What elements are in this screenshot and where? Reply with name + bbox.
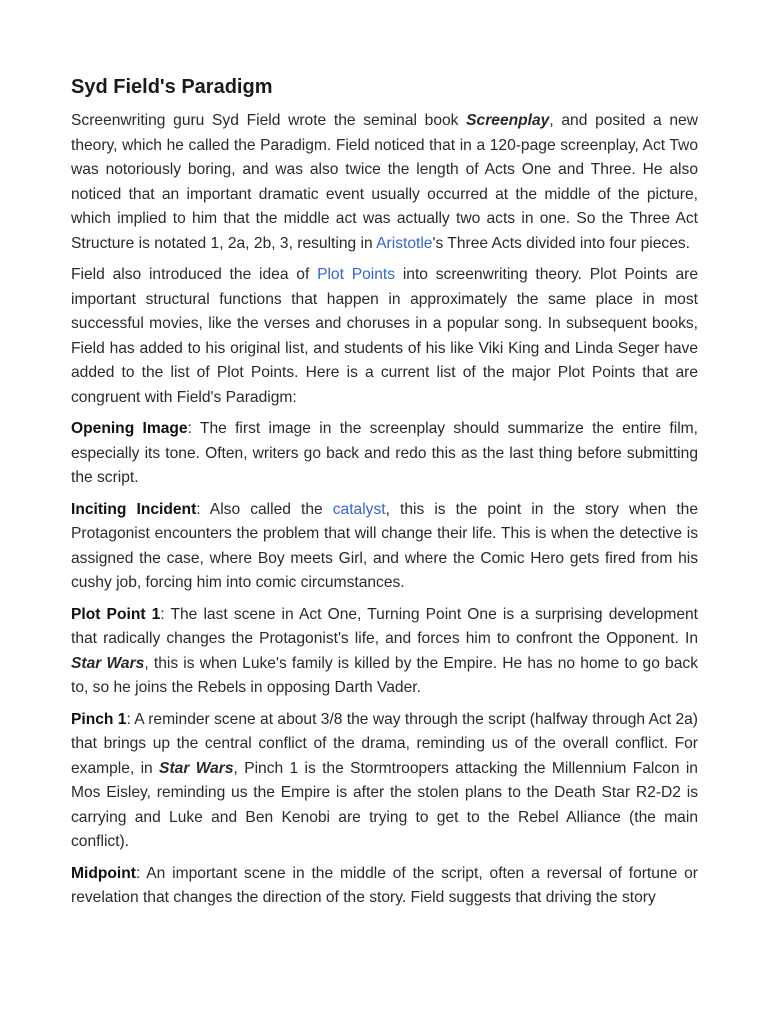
film-title-star-wars: Star Wars <box>159 759 234 777</box>
film-title-star-wars: Star Wars <box>71 654 145 672</box>
paragraph-pinch-1 <box>71 708 698 855</box>
pinch-1-text-b: , Pinch 1 is the Stormtroopers attacking the Millennium Falcon in Mos Eisley, reminding us the Empire is after the stolen plans to the Death Star R2-D2 is carrying and Luke and Ben Kenobi are trying to get to the Rebel Alliance (the main conflict). <box>71 759 698 850</box>
paragraph-midpoint <box>71 862 698 911</box>
intro-text-a: Screenwriting guru Syd Field wrote the seminal book <box>71 112 467 129</box>
term-opening-image: Opening Image <box>71 420 188 437</box>
link-plot-points[interactable]: Plot Points <box>317 266 396 283</box>
page-title: Syd Field's Paradigm <box>71 76 273 98</box>
paragraph-plot-point-1 <box>71 603 698 701</box>
inciting-text-a: : Also called the <box>196 500 333 518</box>
term-midpoint: Midpoint <box>71 864 136 882</box>
plot-points-text-a: Field also introduced the idea of <box>71 266 318 283</box>
plot-point-1-text-b: , this is when Luke's family is killed by the Empire. He has no home to go back to, so he joins the Rebels in opposing Darth Vader. <box>71 654 698 696</box>
inciting-text-b: , this is the point in the story when the Protagonist encounters the problem that will change their life. This is when the detective is assigned the case, where Boy meets Girl, and where the Comic Hero gets fired from his cushy job, forcing him into comic circumstances. <box>71 500 699 591</box>
term-inciting-incident: Inciting Incident <box>71 500 197 518</box>
intro-text-c: 's Three Acts divided into four pieces. <box>432 234 691 252</box>
paragraph-plot-points <box>71 263 698 410</box>
document-page <box>71 74 698 918</box>
paragraph-intro <box>71 109 698 256</box>
opening-image-text: : The first image in the screenplay should summarize the entire film, especially its tone. Often, writers go back and redo this as the last thing before submitting the script. <box>71 420 698 486</box>
paragraph-inciting-incident <box>71 498 698 596</box>
paragraph-opening-image <box>71 417 698 491</box>
term-pinch-1: Pinch 1 <box>71 710 127 728</box>
intro-text-b: , and posited a new theory, which he called the Paradigm. Field noticed that in a 120-page screenplay, Act Two was notoriously boring, and was also twice the length of Acts One and Three. He also noticed that an important dramatic event usually occurred at the middle of the picture, which implied to him that the middle act was actually two acts in one. So the Three Act Structure is notated 1, 2a, 2b, 3, resulting in <box>71 112 698 252</box>
pinch-1-text-a: : A reminder scene at about 3/8 the way through the script (halfway through Act 2a) that brings up the central conflict of the drama, reminding us of the overall conflict. For example, in <box>71 710 698 777</box>
plot-points-text-b: into screenwriting theory. Plot Points are important structural functions that happen in approximately the same place in most successful movies, like the verses and choruses in a popular song. In subsequent books, Field has added to his original list, and students of his like Viki King and Linda Seger have added to the list of Plot Points. Here is a current list of the major Plot Points that are congruent with Field's Paradigm: <box>71 266 699 406</box>
book-title-screenplay: Screenplay <box>466 112 550 129</box>
term-plot-point-1: Plot Point 1 <box>71 605 161 623</box>
link-catalyst[interactable]: catalyst <box>332 500 386 518</box>
link-aristotle[interactable]: Aristotle <box>376 234 433 252</box>
plot-point-1-text-a: : The last scene in Act One, Turning Point One is a surprising development that radically changes the Protagonist's life, and forces him to confront the Opponent. In <box>71 605 699 647</box>
midpoint-text: : An important scene in the middle of the script, often a reversal of fortune or revelation that changes the direction of the story. Field suggests that driving the story <box>71 864 698 906</box>
